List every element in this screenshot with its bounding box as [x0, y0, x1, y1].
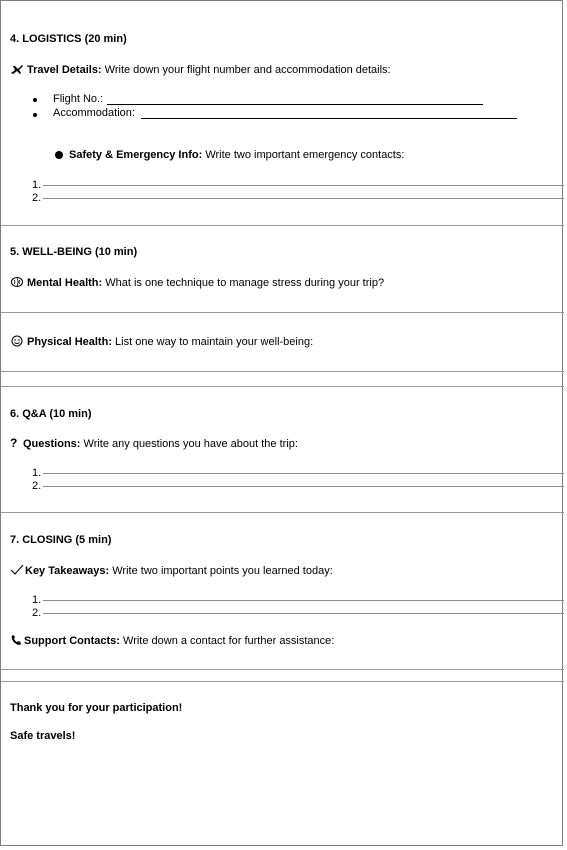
section-logistics-heading: 4. LOGISTICS (20 min)	[10, 33, 127, 45]
takeaway-answer-line-1[interactable]	[43, 600, 564, 601]
questions-text: Write any questions you have about the trip:	[80, 438, 298, 450]
questions-label: Questions:	[23, 438, 81, 450]
physical-health-prompt	[10, 335, 313, 348]
physical-health-label: Physical Health:	[27, 336, 112, 348]
safe-travels-message: Safe travels!	[10, 730, 76, 742]
travel-details-prompt	[10, 63, 391, 76]
safety-info-label: Safety & Emergency Info:	[69, 149, 203, 161]
key-takeaways-prompt	[10, 564, 333, 577]
mental-health-prompt	[10, 276, 384, 289]
section-divider	[1, 225, 564, 226]
safety-info-prompt	[55, 149, 404, 161]
emergency-item-number: 2.	[32, 192, 42, 204]
questions-prompt	[10, 436, 298, 450]
travel-details-text: Write down your flight number and accommodation details:	[101, 64, 391, 76]
accommodation-line[interactable]	[141, 118, 517, 119]
mental-health-text: What is one technique to manage stress during your trip?	[102, 277, 385, 289]
question-answer-line-1[interactable]	[43, 473, 564, 474]
section-divider	[1, 312, 564, 313]
flight-number-label: Flight No.:	[53, 93, 104, 105]
question-item-number: 1.	[32, 467, 42, 479]
takeaway-item-number: 1.	[32, 594, 42, 606]
telephone-icon	[10, 634, 21, 646]
smiley-icon	[10, 335, 24, 347]
section-qa-heading: 6. Q&A (10 min)	[10, 408, 92, 420]
section-closing-heading: 7. CLOSING (5 min)	[10, 534, 112, 546]
support-contacts-prompt	[10, 634, 334, 647]
support-contacts-text: Write down a contact for further assistance:	[119, 635, 335, 647]
brain-icon	[10, 276, 24, 288]
section-wellbeing-heading: 5. WELL-BEING (10 min)	[10, 246, 138, 258]
black-circle-icon	[55, 151, 63, 159]
travel-details-label: Travel Details:	[27, 64, 102, 76]
takeaway-item-number: 2.	[32, 607, 42, 619]
emergency-item-number: 1.	[32, 179, 42, 191]
takeaway-answer-line-2[interactable]	[43, 613, 564, 614]
bullet-dot	[33, 113, 37, 117]
safety-info-text: Write two important emergency contacts:	[202, 149, 405, 161]
section-divider	[1, 669, 564, 670]
check-mark-icon	[10, 564, 22, 576]
key-takeaways-text: Write two important points you learned today:	[109, 565, 333, 577]
question-mark-icon: ?	[10, 436, 18, 450]
accommodation-label: Accommodation:	[53, 107, 135, 119]
section-divider	[1, 386, 564, 387]
emergency-answer-line-2[interactable]	[43, 198, 564, 199]
section-divider	[1, 371, 564, 372]
mental-health-label: Mental Health:	[27, 277, 103, 289]
question-answer-line-2[interactable]	[43, 486, 564, 487]
flight-number-line[interactable]	[107, 104, 483, 105]
question-item-number: 2.	[32, 480, 42, 492]
physical-health-text: List one way to maintain your well-being:	[111, 336, 314, 348]
support-contacts-label: Support Contacts:	[24, 635, 120, 647]
section-divider	[1, 512, 564, 513]
thank-you-message: Thank you for your participation!	[10, 702, 183, 714]
bullet-dot	[33, 98, 37, 102]
section-divider	[1, 681, 564, 682]
key-takeaways-label: Key Takeaways:	[25, 565, 110, 577]
emergency-answer-line-1[interactable]	[43, 185, 564, 186]
airplane-icon	[10, 63, 24, 75]
